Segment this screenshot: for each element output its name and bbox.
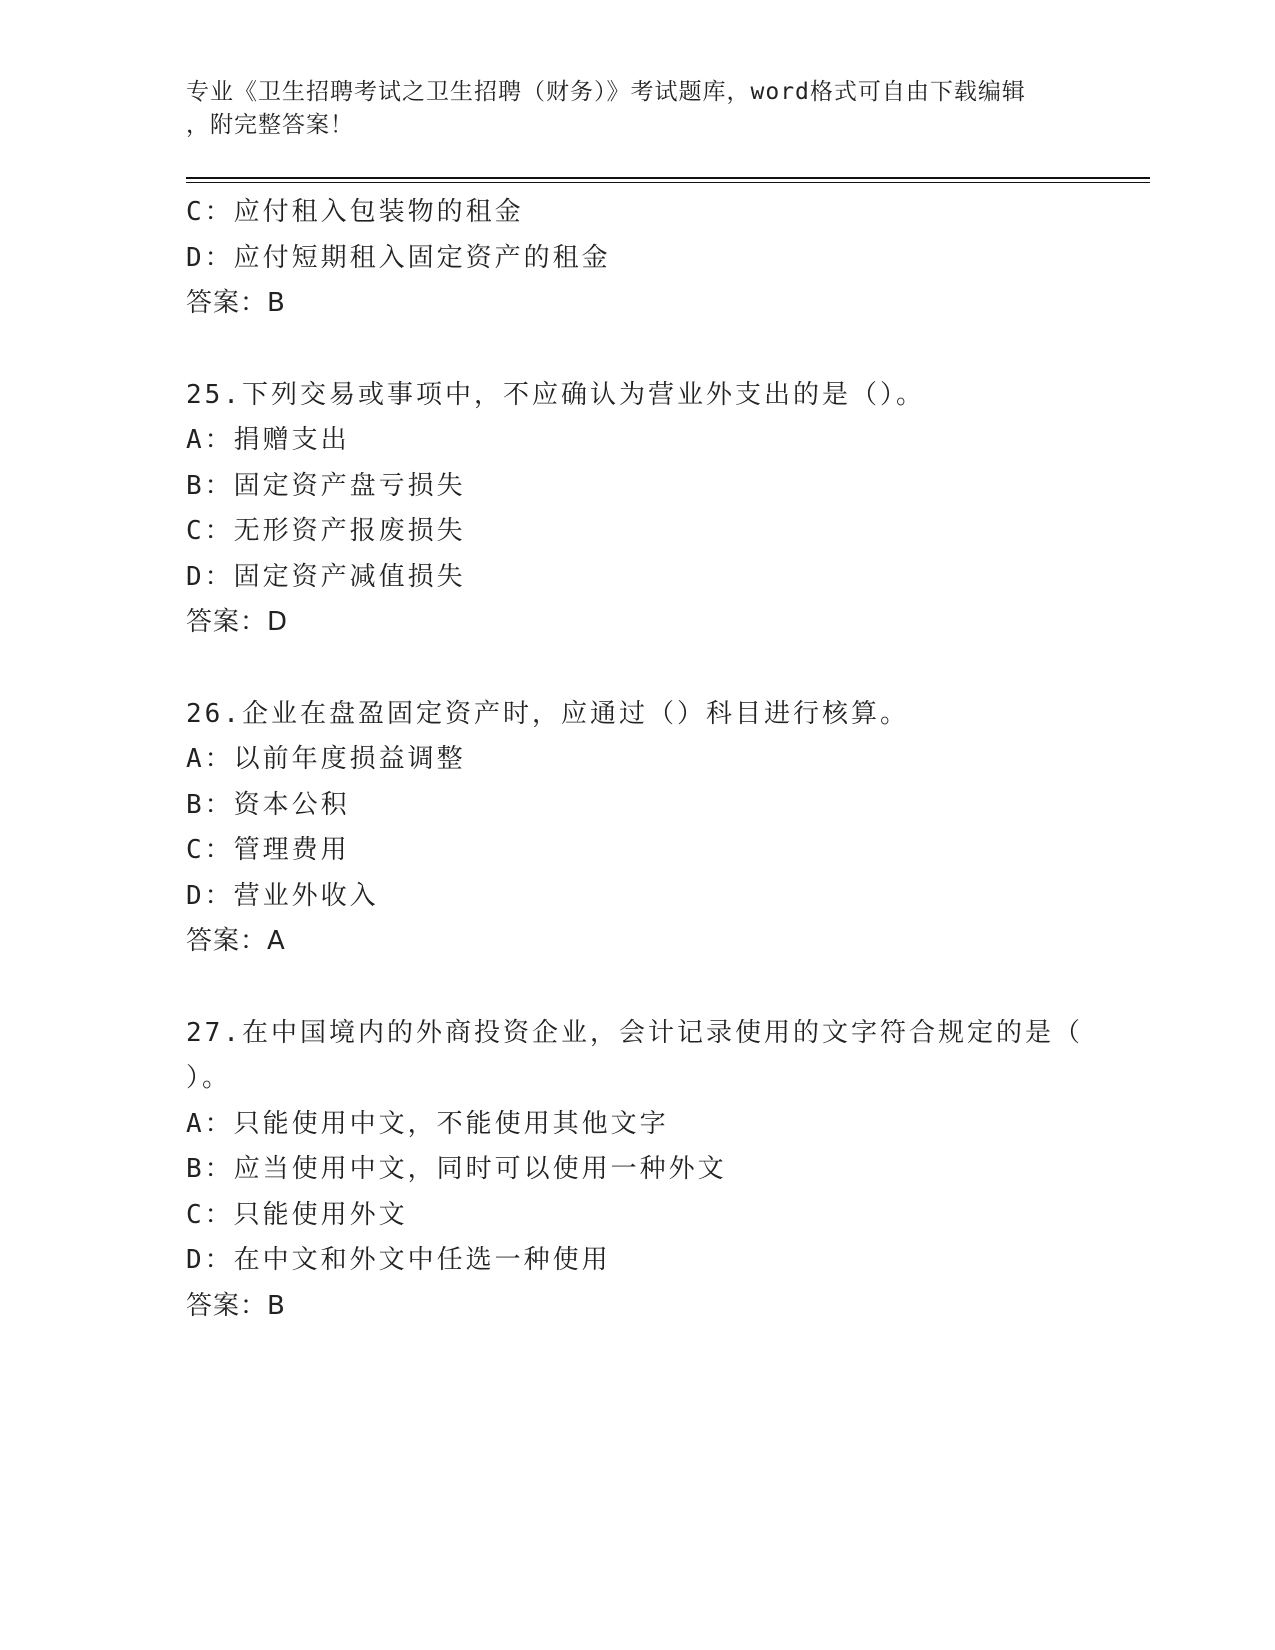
header-line-2: ，附完整答案！	[186, 112, 354, 138]
question-stem-line-1: 27.在中国境内的外商投资企业，会计记录使用的文字符合规定的是（	[186, 1017, 1083, 1048]
option-d: D：固定资产减值损失	[186, 561, 466, 592]
question-26	[186, 692, 1096, 965]
option-b: B：固定资产盘亏损失	[186, 470, 466, 501]
option-d: D：应付短期租入固定资产的租金	[186, 242, 611, 273]
document-header	[186, 76, 1076, 142]
option-c: C：无形资产报废损失	[186, 516, 466, 546]
option-d: D：营业外收入	[186, 880, 379, 911]
option-b: B：资本公积	[186, 789, 350, 820]
prev-question	[186, 190, 1096, 327]
answer: 答案：D	[186, 607, 289, 637]
question-stem: 26.企业在盘盈固定资产时，应通过（）科目进行核算。	[186, 698, 909, 729]
question-25	[186, 373, 1096, 646]
header-rule-thin	[186, 182, 1150, 183]
option-c: C：应付租入包装物的租金	[186, 197, 524, 227]
option-b: B：应当使用中文，同时可以使用一种外文	[186, 1154, 727, 1184]
question-stem: 25.下列交易或事项中，不应确认为营业外支出的是（）。	[186, 379, 925, 410]
question-27	[186, 1011, 1096, 1330]
option-c: C：管理费用	[186, 835, 350, 865]
answer: 答案：B	[186, 1290, 286, 1321]
question-list	[186, 190, 1096, 1329]
option-a: A：以前年度损益调整	[186, 744, 466, 774]
option-a: A：只能使用中文，不能使用其他文字	[186, 1108, 669, 1139]
option-c: C：只能使用外文	[186, 1199, 408, 1230]
question-stem-line-2: ）。	[186, 1063, 232, 1093]
header-rule-thick	[186, 177, 1150, 179]
answer: 答案：B	[186, 288, 286, 318]
answer: 答案：A	[186, 926, 286, 956]
header-line-1: 专业《卫生招聘考试之卫生招聘（财务）》考试题库，word格式可自由下载编辑	[186, 79, 1026, 105]
option-d: D：在中文和外文中任选一种使用	[186, 1245, 611, 1275]
option-a: A：捐赠支出	[186, 425, 350, 455]
